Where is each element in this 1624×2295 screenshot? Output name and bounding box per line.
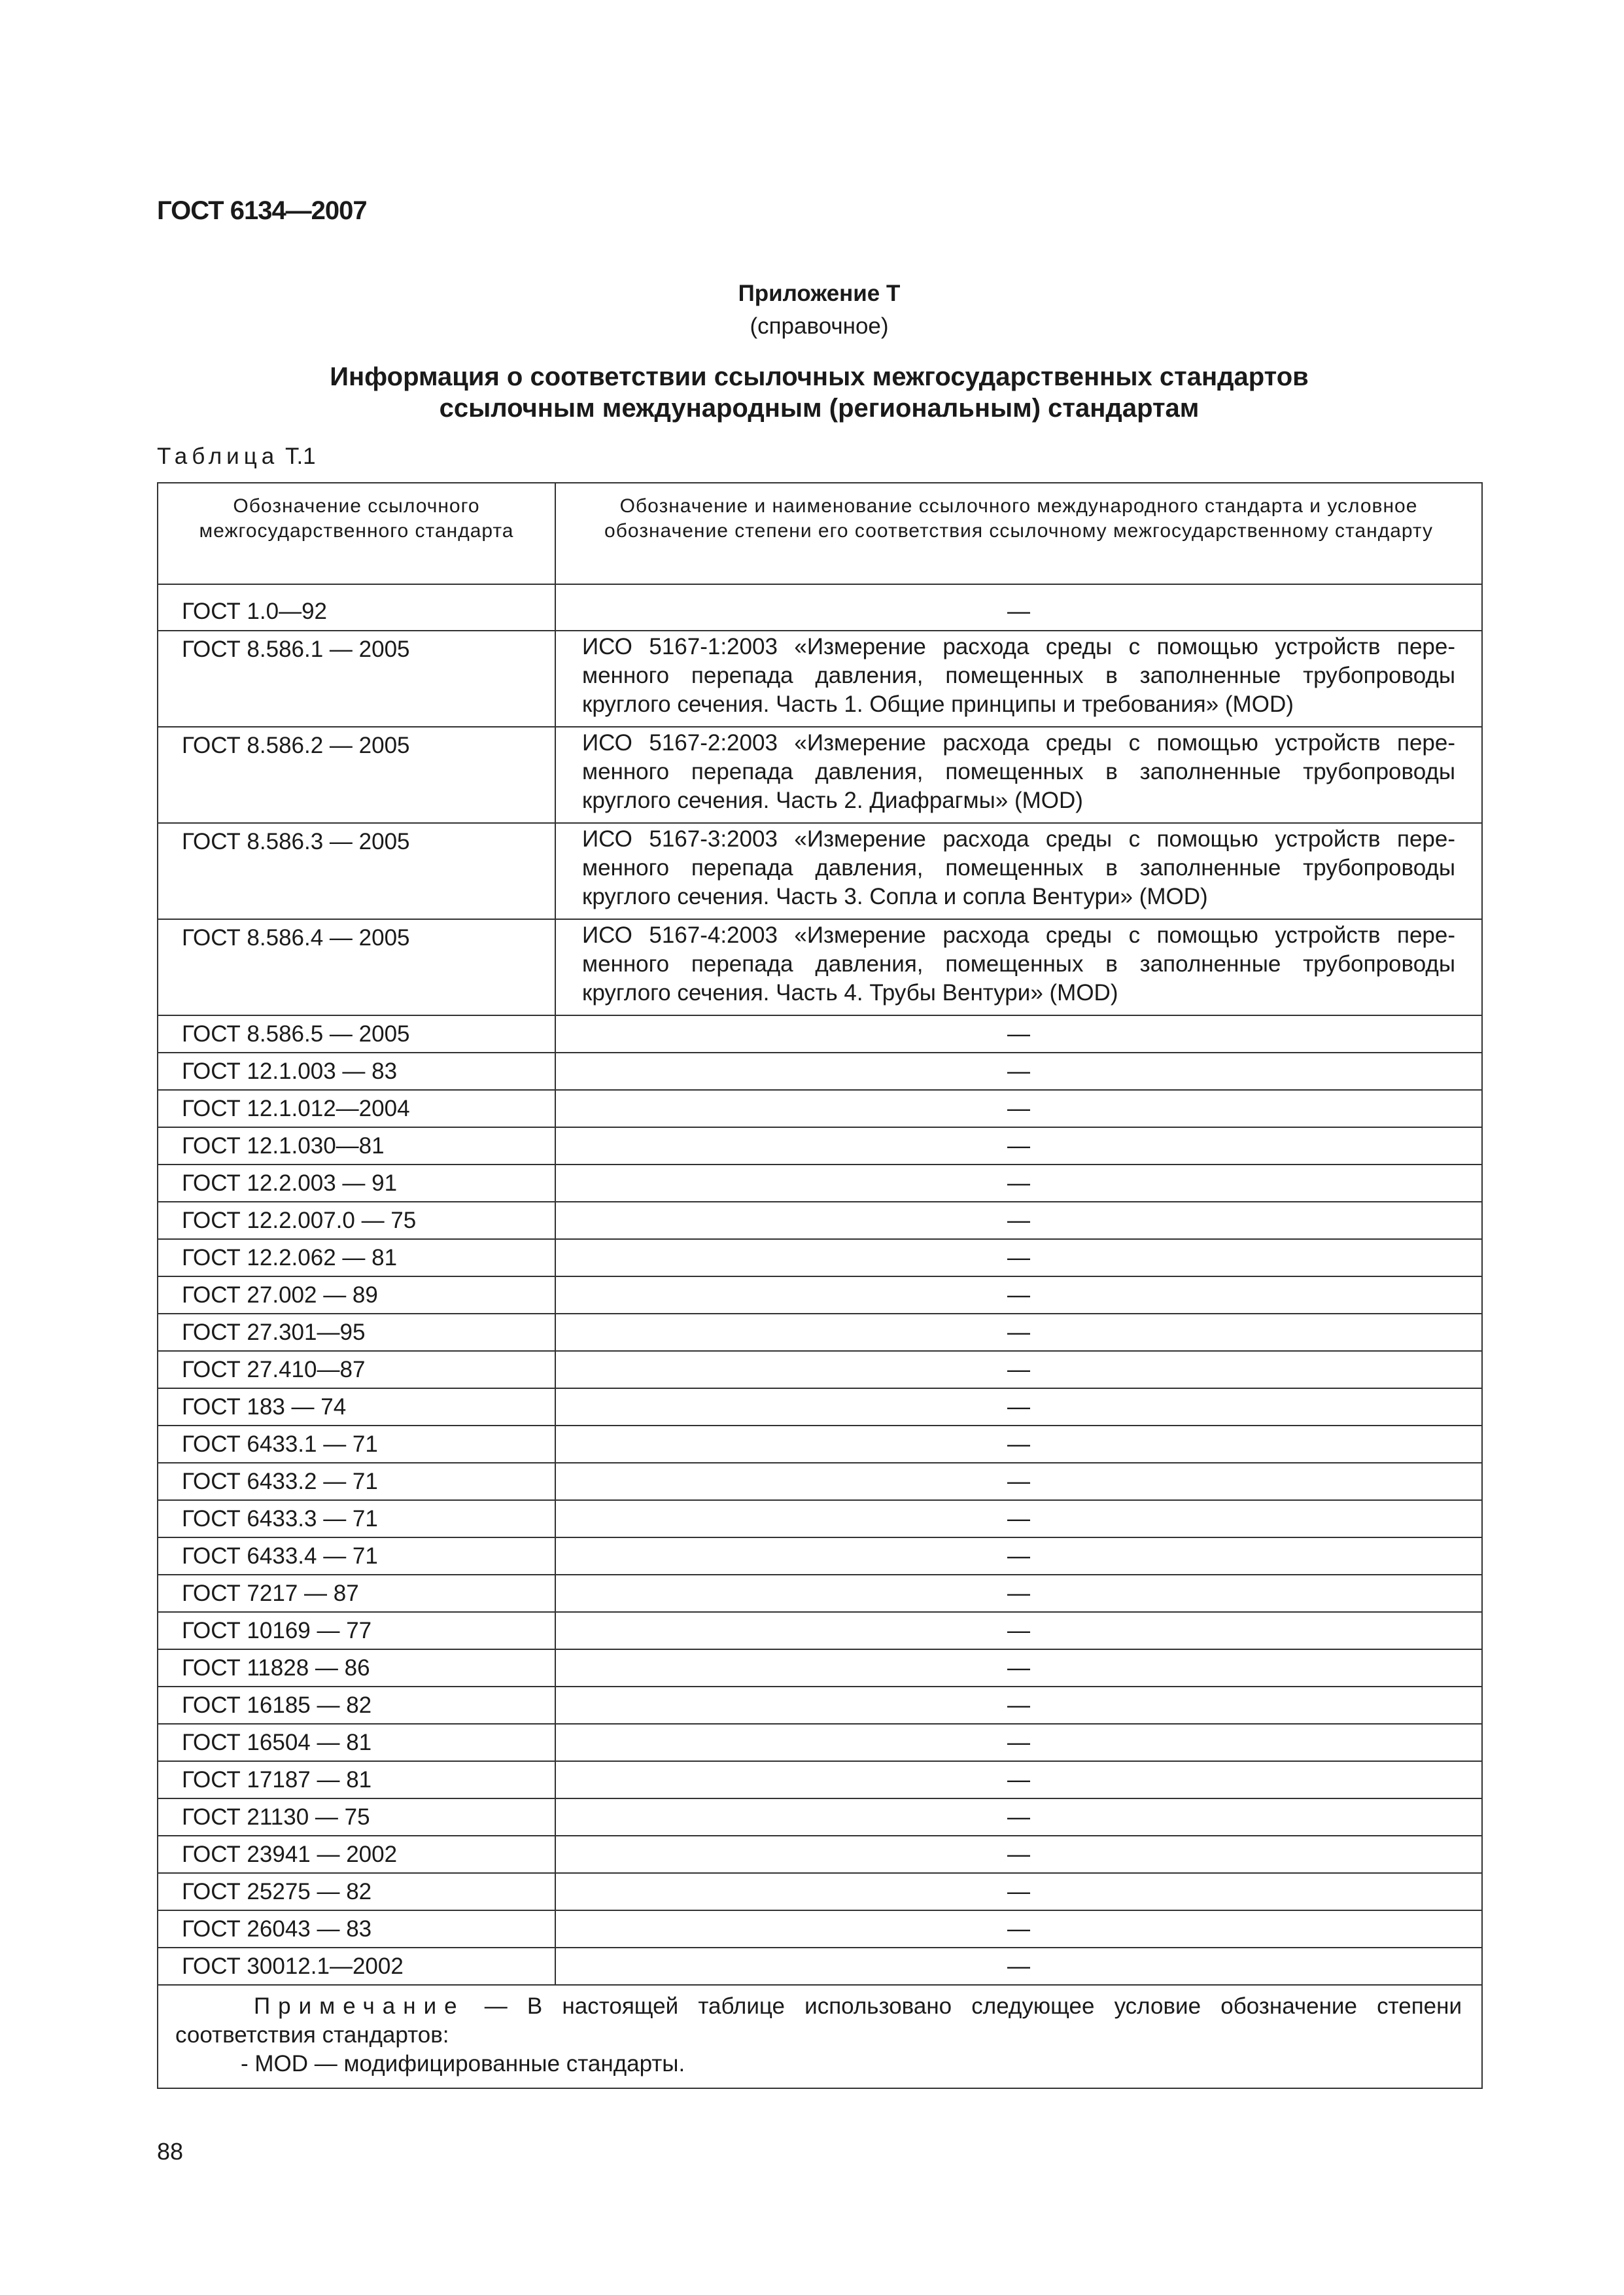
table-row [158, 1575, 1482, 1612]
standard-code-cell: ГОСТ 6433.1 — 71 [158, 1426, 555, 1463]
table-row [158, 1127, 1482, 1165]
standard-code-cell: ГОСТ 12.1.030—81 [158, 1127, 555, 1165]
international-standard-cell: ИСО 5167-3:2003 «Измерение расхода среды с помощью устройств пере-менного перепада давления, помещенных в заполненные трубопроводы круглого сечения. Часть 3. Сопла и сопла Вентури» (MOD) [555, 823, 1482, 919]
standard-code-cell: ГОСТ 8.586.1 — 2005 [158, 631, 555, 727]
standard-code-cell: ГОСТ 6433.3 — 71 [158, 1500, 555, 1537]
no-equivalent-cell: — [555, 1761, 1482, 1798]
note-text: — В настоящей таблице использовано следующее условие обозначение степени соответствия стандартов: [175, 1993, 1462, 2048]
standard-code-cell: ГОСТ 16504 — 81 [158, 1724, 555, 1761]
no-equivalent-cell: — [555, 1165, 1482, 1202]
standard-code-cell: ГОСТ 21130 — 75 [158, 1798, 555, 1836]
standard-code-cell: ГОСТ 26043 — 83 [158, 1910, 555, 1948]
table-row [158, 1537, 1482, 1575]
table-row [158, 1798, 1482, 1836]
no-equivalent-cell: — [555, 1612, 1482, 1649]
standard-code-cell: ГОСТ 1.0—92 [158, 593, 555, 631]
no-equivalent-cell: — [555, 1276, 1482, 1314]
standard-code-cell: ГОСТ 12.1.003 — 83 [158, 1053, 555, 1090]
no-equivalent-cell: — [555, 1239, 1482, 1276]
no-equivalent-cell: — [555, 1351, 1482, 1388]
table-row [158, 1426, 1482, 1463]
table-row [158, 1500, 1482, 1537]
table-caption-number: Т.1 [279, 444, 316, 469]
main-title-line-2: ссылочным международным (региональным) стандартам [439, 394, 1200, 423]
no-equivalent-cell: — [555, 1015, 1482, 1053]
table-header-gap [158, 584, 1482, 593]
no-equivalent-cell: — [555, 1127, 1482, 1165]
table-row [158, 1276, 1482, 1314]
standard-code-cell: ГОСТ 7217 — 87 [158, 1575, 555, 1612]
table-row [158, 1836, 1482, 1873]
standard-code-cell: ГОСТ 8.586.4 — 2005 [158, 919, 555, 1015]
appendix-type: (справочное) [750, 313, 889, 339]
no-equivalent-cell: — [555, 1873, 1482, 1910]
table-caption [157, 444, 316, 470]
table-row [158, 1873, 1482, 1910]
standard-code-cell: ГОСТ 27.410—87 [158, 1351, 555, 1388]
document-code: ГОСТ 6134—2007 [157, 196, 367, 225]
international-standard-cell: ИСО 5167-2:2003 «Измерение расхода среды с помощью устройств пере-менного перепада давления, помещенных в заполненные трубопроводы круглого сечения. Часть 2. Диафрагмы» (MOD) [555, 727, 1482, 823]
table-row [158, 1314, 1482, 1351]
no-equivalent-cell: — [555, 1910, 1482, 1948]
table-note [158, 1985, 1482, 2088]
reference-standards-table [157, 482, 1483, 2089]
table-row [158, 823, 1482, 919]
table-row [158, 1053, 1482, 1090]
note-label: Примечание [254, 1993, 465, 2019]
standard-code-cell: ГОСТ 23941 — 2002 [158, 1836, 555, 1873]
table-row [158, 1165, 1482, 1202]
no-equivalent-cell: — [555, 1090, 1482, 1127]
table-row [158, 593, 1482, 631]
no-equivalent-cell: — [555, 1053, 1482, 1090]
column-header-interstate-standard: Обозначение ссылочного межгосударственного стандарта [158, 483, 555, 584]
table-row [158, 1910, 1482, 1948]
no-equivalent-cell: — [555, 1500, 1482, 1537]
appendix-title: Приложение Т [738, 281, 901, 306]
standard-code-cell: ГОСТ 10169 — 77 [158, 1612, 555, 1649]
standard-code-cell: ГОСТ 16185 — 82 [158, 1687, 555, 1724]
table-body [158, 584, 1482, 1985]
no-equivalent-cell: — [555, 1314, 1482, 1351]
no-equivalent-cell: — [555, 1687, 1482, 1724]
no-equivalent-cell: — [555, 1202, 1482, 1239]
no-equivalent-cell: — [555, 1798, 1482, 1836]
standard-code-cell: ГОСТ 30012.1—2002 [158, 1948, 555, 1985]
note-item: - MOD — модифицированные стандарты. [241, 2051, 685, 2076]
appendix-heading [157, 277, 1481, 343]
no-equivalent-cell: — [555, 593, 1482, 631]
standard-code-cell: ГОСТ 27.301—95 [158, 1314, 555, 1351]
table-row [158, 1239, 1482, 1276]
standard-code-cell: ГОСТ 27.002 — 89 [158, 1276, 555, 1314]
no-equivalent-cell: — [555, 1836, 1482, 1873]
no-equivalent-cell: — [555, 1724, 1482, 1761]
table-row [158, 1388, 1482, 1426]
standard-code-cell: ГОСТ 8.586.2 — 2005 [158, 727, 555, 823]
table-row [158, 1948, 1482, 1985]
table-row [158, 1202, 1482, 1239]
international-standard-cell: ИСО 5167-1:2003 «Измерение расхода среды с помощью устройств пере-менного перепада давления, помещенных в заполненные трубопроводы круглого сечения. Часть 1. Общие принципы и требования» (MOD) [555, 631, 1482, 727]
table-row [158, 919, 1482, 1015]
table-row [158, 631, 1482, 727]
table-caption-label: Таблица [157, 444, 279, 469]
note-first-line [175, 1992, 1462, 2050]
standard-code-cell: ГОСТ 11828 — 86 [158, 1649, 555, 1687]
no-equivalent-cell: — [555, 1388, 1482, 1426]
table-row [158, 1090, 1482, 1127]
standard-code-cell: ГОСТ 8.586.3 — 2005 [158, 823, 555, 919]
standard-code-cell: ГОСТ 12.2.062 — 81 [158, 1239, 555, 1276]
table-row [158, 1015, 1482, 1053]
table-row [158, 1463, 1482, 1500]
standard-code-cell: ГОСТ 12.2.007.0 — 75 [158, 1202, 555, 1239]
standard-code-cell: ГОСТ 12.2.003 — 91 [158, 1165, 555, 1202]
standard-code-cell: ГОСТ 183 — 74 [158, 1388, 555, 1426]
main-title [157, 361, 1481, 424]
standard-code-cell: ГОСТ 6433.2 — 71 [158, 1463, 555, 1500]
no-equivalent-cell: — [555, 1649, 1482, 1687]
table-row [158, 1761, 1482, 1798]
table-row [158, 1724, 1482, 1761]
column-header-international-standard: Обозначение и наименование ссылочного международного стандарта и условное обозначение степени его соответствия ссылочному межгосударственному стандарту [555, 483, 1482, 584]
no-equivalent-cell: — [555, 1948, 1482, 1985]
standard-code-cell: ГОСТ 25275 — 82 [158, 1873, 555, 1910]
main-title-line-1: Информация о соответствии ссылочных межгосударственных стандартов [330, 362, 1309, 391]
table-row [158, 1351, 1482, 1388]
no-equivalent-cell: — [555, 1537, 1482, 1575]
table-row [158, 727, 1482, 823]
standard-code-cell: ГОСТ 12.1.012—2004 [158, 1090, 555, 1127]
no-equivalent-cell: — [555, 1426, 1482, 1463]
no-equivalent-cell: — [555, 1575, 1482, 1612]
standard-code-cell: ГОСТ 8.586.5 — 2005 [158, 1015, 555, 1053]
table-row [158, 1649, 1482, 1687]
international-standard-cell: ИСО 5167-4:2003 «Измерение расхода среды с помощью устройств пере-менного перепада давления, помещенных в заполненные трубопроводы круглого сечения. Часть 4. Трубы Вентури» (MOD) [555, 919, 1482, 1015]
table-row [158, 1612, 1482, 1649]
table-note-row [158, 1985, 1482, 2088]
no-equivalent-cell: — [555, 1463, 1482, 1500]
page-number: 88 [157, 2138, 184, 2165]
standard-code-cell: ГОСТ 6433.4 — 71 [158, 1537, 555, 1575]
standard-code-cell: ГОСТ 17187 — 81 [158, 1761, 555, 1798]
table-row [158, 1687, 1482, 1724]
table-header-row [158, 483, 1482, 584]
